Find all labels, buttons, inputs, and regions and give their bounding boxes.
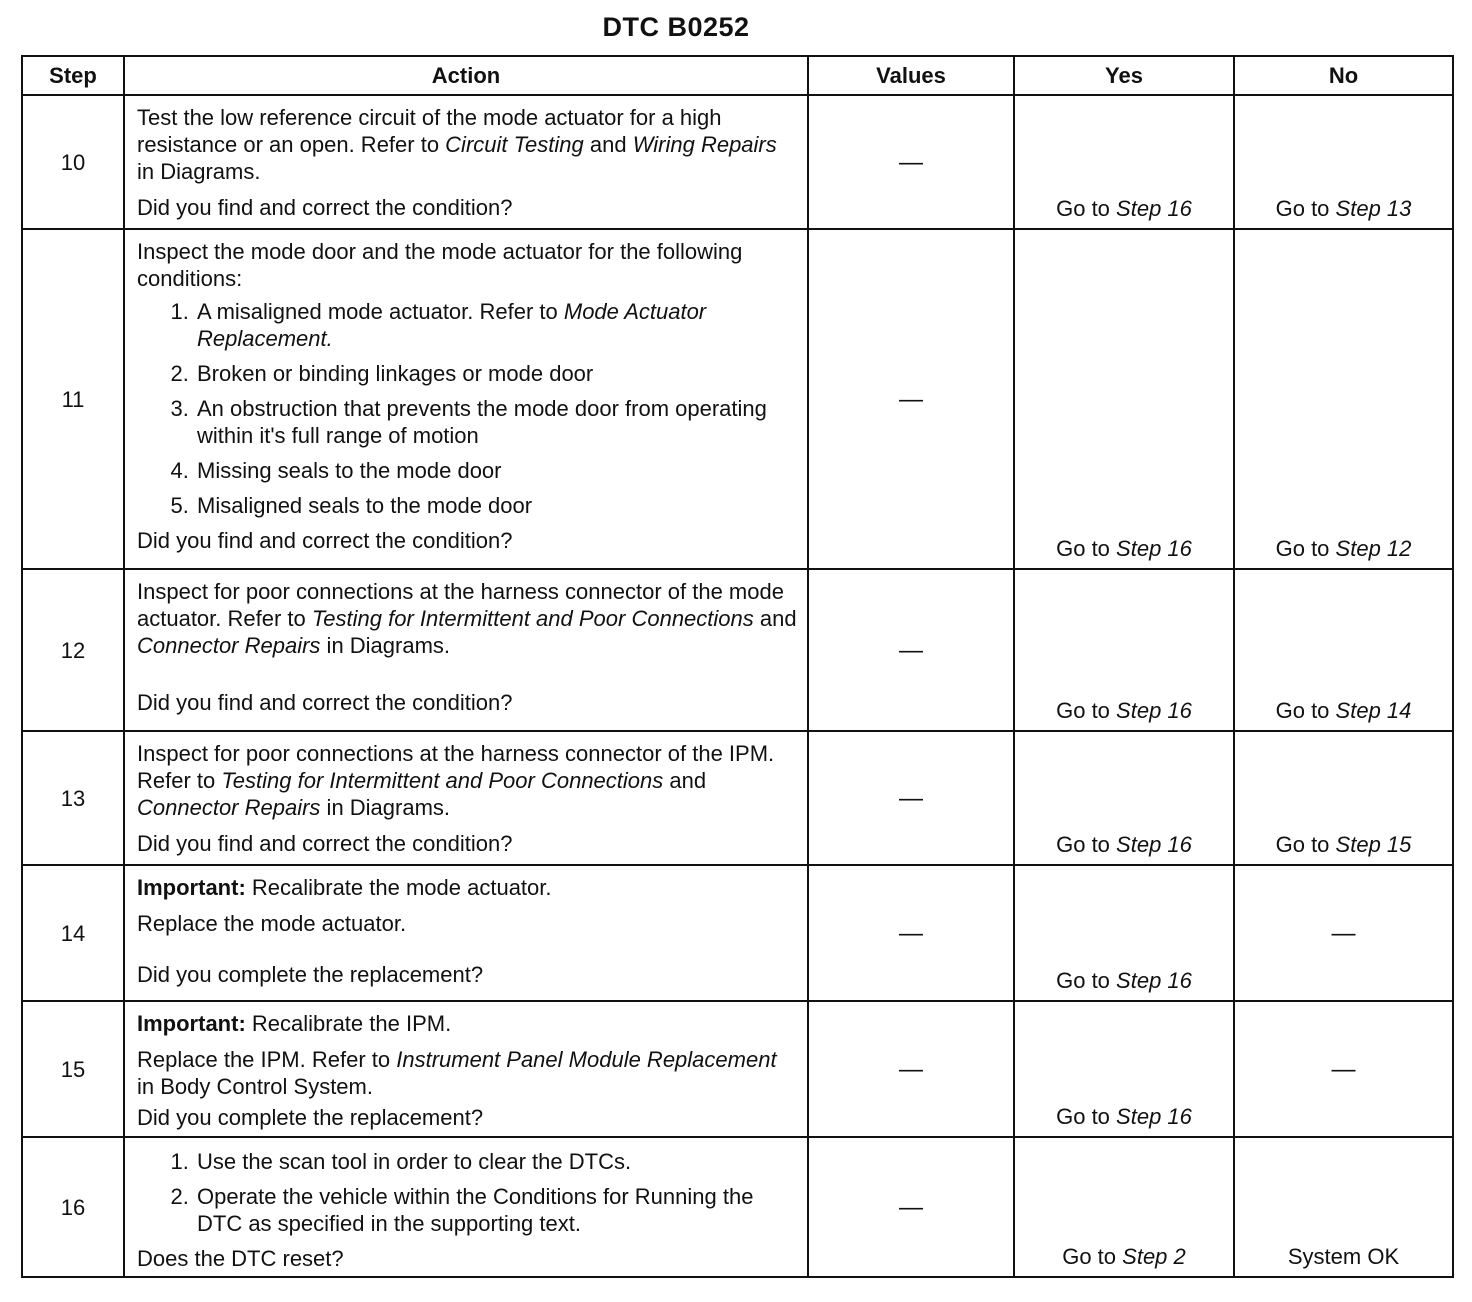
action-cell [124, 1137, 808, 1277]
dtc-table [21, 55, 1454, 1278]
procedure-list [137, 1148, 797, 1237]
action-text: Inspect for poor connections at the harness connector of the mode actuator. Refer to Testing for Intermittent and Poor Connections and Connector Repairs in Diagrams. [137, 579, 797, 658]
page-title: DTC B0252 [602, 12, 750, 42]
header-row [22, 56, 1453, 95]
action-cell [124, 1001, 808, 1137]
list-item: 1. Use the scan tool in order to clear the DTCs. [195, 1148, 797, 1175]
step-number: 13 [22, 731, 124, 865]
action-question: Did you find and correct the condition? [137, 690, 513, 715]
no-step-link[interactable]: Step 15 [1335, 832, 1412, 857]
important-note: Important: Recalibrate the IPM. [137, 1011, 452, 1036]
table-row-step-13 [22, 731, 1453, 865]
important-note: Important: Recalibrate the mode actuator. [137, 875, 552, 900]
values-cell: — [808, 1137, 1014, 1277]
list-item: 3. An obstruction that prevents the mode door from operating within it's full range of motion [195, 395, 797, 449]
values-cell: — [808, 229, 1014, 569]
yes-cell: Go to Step 16 [1014, 569, 1234, 731]
table-row-step-16 [22, 1137, 1453, 1277]
yes-step-link[interactable]: Step 2 [1122, 1244, 1186, 1269]
yes-step-link[interactable]: Step 16 [1116, 196, 1192, 221]
step-number: 12 [22, 569, 124, 731]
step-number: 16 [22, 1137, 124, 1277]
values-cell: — [808, 95, 1014, 229]
no-cell: System OK [1234, 1137, 1453, 1277]
action-cell [124, 95, 808, 229]
no-cell: Go to Step 13 [1234, 95, 1453, 229]
yes-step-link[interactable]: Step 16 [1116, 536, 1192, 561]
col-header-yes: Yes [1014, 56, 1234, 95]
no-step-link[interactable]: Step 13 [1335, 196, 1412, 221]
action-question: Did you find and correct the condition? [137, 528, 513, 553]
yes-step-link[interactable]: Step 16 [1116, 832, 1192, 857]
col-header-action: Action [124, 56, 808, 95]
col-header-step: Step [22, 56, 124, 95]
no-cell: Go to Step 15 [1234, 731, 1453, 865]
table-row-step-14 [22, 865, 1453, 1001]
action-cell [124, 229, 808, 569]
yes-step-link[interactable]: Step 16 [1116, 1104, 1192, 1129]
col-header-no: No [1234, 56, 1453, 95]
action-cell [124, 865, 808, 1001]
col-header-values: Values [808, 56, 1014, 95]
action-question: Does the DTC reset? [137, 1246, 344, 1271]
yes-cell: Go to Step 16 [1014, 1001, 1234, 1137]
no-cell: — [1234, 865, 1453, 1001]
table-row-step-11 [22, 229, 1453, 569]
action-cell [124, 731, 808, 865]
action-question: Did you find and correct the condition? [137, 195, 513, 220]
no-cell: Go to Step 12 [1234, 229, 1453, 569]
action-text: Test the low reference circuit of the mode actuator for a high resistance or an open. Refer to Circuit Testing and Wiring Repairs in Diagrams. [137, 105, 777, 184]
step-number: 15 [22, 1001, 124, 1137]
table-row-step-15 [22, 1001, 1453, 1137]
no-step-link[interactable]: Step 12 [1335, 536, 1412, 561]
action-question: Did you find and correct the condition? [137, 831, 513, 856]
action-text: Inspect for poor connections at the harness connector of the IPM. Refer to Testing for Intermittent and Poor Connections and Connector Repairs in Diagrams. [137, 741, 775, 820]
values-cell: — [808, 731, 1014, 865]
list-item: 1. A misaligned mode actuator. Refer to Mode Actuator Replacement. [195, 298, 797, 352]
yes-cell: Go to Step 16 [1014, 229, 1234, 569]
condition-list [137, 298, 797, 519]
table-row-step-10 [22, 95, 1453, 229]
values-cell: — [808, 1001, 1014, 1137]
no-cell: — [1234, 1001, 1453, 1137]
no-cell: Go to Step 14 [1234, 569, 1453, 731]
action-question: Did you complete the replacement? [137, 962, 484, 987]
yes-step-link[interactable]: Step 16 [1116, 698, 1192, 723]
action-cell [124, 569, 808, 731]
list-item: 5. Misaligned seals to the mode door [195, 492, 797, 519]
yes-cell: Go to Step 16 [1014, 865, 1234, 1001]
values-cell: — [808, 865, 1014, 1001]
action-text: Replace the mode actuator. [137, 911, 407, 936]
action-text: Inspect the mode door and the mode actuator for the following conditions: [137, 239, 743, 291]
table-row-step-12 [22, 569, 1453, 731]
action-text: Replace the IPM. Refer to Instrument Panel Module Replacement in Body Control System. [137, 1047, 777, 1099]
yes-step-link[interactable]: Step 16 [1116, 968, 1192, 993]
step-number: 14 [22, 865, 124, 1001]
values-cell: — [808, 569, 1014, 731]
list-item: 2. Broken or binding linkages or mode door [195, 360, 797, 387]
list-item: 4. Missing seals to the mode door [195, 457, 797, 484]
yes-cell: Go to Step 16 [1014, 95, 1234, 229]
no-step-link[interactable]: Step 14 [1335, 698, 1412, 723]
step-number: 10 [22, 95, 124, 229]
step-number: 11 [22, 229, 124, 569]
action-question: Did you complete the replacement? [137, 1105, 484, 1130]
yes-cell: Go to Step 16 [1014, 731, 1234, 865]
list-item: 2. Operate the vehicle within the Conditions for Running the DTC as specified in the supporting text. [195, 1183, 797, 1237]
yes-cell: Go to Step 2 [1014, 1137, 1234, 1277]
